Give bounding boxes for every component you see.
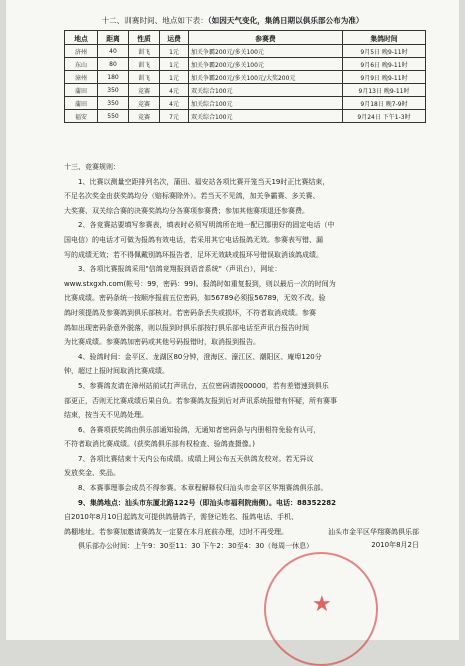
table-cell: 350: [98, 84, 129, 97]
official-seal: [264, 552, 378, 666]
rules-section: [64, 160, 428, 554]
col-header: 性质: [129, 31, 160, 45]
heading-note: （如因天气变化，集鸽日期以俱乐部公布为准）: [207, 16, 364, 25]
rule-line: 8、本赛事理事会成员不得参赛。本章程解释权归汕头市金平区华翔赛鸽俱乐部。: [78, 484, 328, 493]
rule-line: 6、各赛项获奖鸽由俱乐部通知验鸽，无通知者密码条与内册相符免验有认可，: [78, 425, 321, 434]
table-cell: 4元: [160, 84, 189, 97]
table-row: [65, 45, 426, 58]
rule-line: 鸽棚地址。若参赛加邀请赛鸽友一定要在本月底前办理，过时不再受理。: [64, 527, 288, 536]
rule-line: 1、比赛以测量空距排列名次，蒲田、福安站各项比赛开笼当天19时正比赛结束，: [78, 177, 330, 186]
table-cell: 竞赛: [129, 110, 160, 123]
rule-line: 自2010年8月10日起鸽友可提供鸽册鸽子，需登记姓名、报鸽电话、手机、: [64, 513, 299, 522]
schedule-table: [64, 30, 426, 123]
table-cell: 1元: [160, 71, 189, 84]
rule-line: 2、各竞赛站要填写参赛表，填表时必须写明鸽所在地一配已挪册好的固定电话（中: [78, 221, 335, 230]
table-cell: 9月5日 晚9-11时: [343, 45, 426, 58]
signature-org: 汕头市金平区华翔赛鸽俱乐部: [328, 528, 419, 536]
table-cell: 9月9日 晚9-11时: [343, 71, 426, 84]
table-cell: 1元: [160, 45, 189, 58]
rule-line: 国电信）的电话才可做为报鸽有效电话，若采用其它电话报鸽无效。参赛表写错、漏: [64, 235, 323, 244]
table-cell: 加关争霸200元/多关100元: [189, 58, 343, 71]
table-cell: 训飞: [129, 45, 160, 58]
rule-line: 3、各项比赛报鸽采用"信鸽竞翔报到语音系统"（声讯台），网址：: [78, 265, 282, 274]
table-cell: 550: [98, 110, 129, 123]
rule-line: 写的成绩无效；若不得佩戴别鸽环报告者，足环无效缺或报环号错误取消该鸽成绩。: [64, 250, 323, 259]
table-row: [65, 110, 426, 123]
table-cell: 加关争霸200元/多关100元: [189, 45, 343, 58]
rule-line: www.stxgxh.com(帐号：99，密码：99)。报鸽时如重复报到，则以最后一次的时间为: [64, 279, 336, 288]
col-header: 集鸽时间: [343, 31, 426, 45]
table-cell: 福安: [65, 110, 98, 123]
table-cell: 9月6日 晚9-11时: [343, 58, 426, 71]
heading-main: 十二、训赛时间、地点如下表：: [101, 16, 208, 25]
rule-line: 比赛成绩。密码条统一按顺序报前五位密码，如56789必须报56789，无效不改。验: [64, 294, 326, 303]
col-header: 参赛费: [189, 31, 343, 45]
table-cell: 7元: [160, 110, 189, 123]
col-header: 运费: [160, 31, 189, 45]
table-cell: 加关争霸200元/多关100元/大奖200元: [189, 71, 343, 84]
rule-line: 不符者取消比赛成绩。(获奖鸽俱乐部有权检查、验鸽查摄像。): [64, 440, 255, 449]
table-cell: 济州: [65, 45, 98, 58]
col-header: 地点: [65, 31, 98, 45]
rule-line: 为比赛成绩。参赛鸽加密码或其他号码报错时，取消报到报告。: [64, 338, 260, 347]
document-page: [6, 0, 459, 640]
table-cell: 350: [98, 97, 129, 110]
table-header-row: [65, 31, 426, 45]
table-cell: 9月13日 晚9-11时: [343, 84, 426, 97]
rule-line: 鸽如出现密码条意外脱落，则以报到时俱乐部按打俱乐部电话至声讯台报告时间: [64, 323, 309, 332]
rule-line: 4、验鸽时间：金平区、龙湖区80分钟，澄海区、濠江区、潮阳区、庵埠120分: [78, 352, 322, 361]
rule-line: 大奖赛、双关综合赛的决赛奖鸽均分各赛项参赛费；参加其他赛项退还参赛费。: [64, 206, 309, 215]
table-row: [65, 84, 426, 97]
table-cell: 4元: [160, 97, 189, 110]
signature-block: [328, 526, 419, 552]
table-cell: 加关综合100元: [189, 97, 343, 110]
table-cell: 竞赛: [129, 84, 160, 97]
table-row: [65, 58, 426, 71]
star-icon: ★: [312, 592, 332, 617]
section-heading: [6, 14, 459, 27]
table-row: [65, 97, 426, 110]
rule-line: 9、集鸽地点：汕头市东厦北路122号（即汕头市福利院南侧）。电话：88352282: [78, 498, 336, 507]
rules-title: 十三、竞赛规则：: [64, 163, 120, 171]
table-cell: 9月24日 下午1-3时: [343, 110, 426, 123]
rule-line: 5、参赛鸽友请在漳州站前试打声讯台，五位密码请按00000，若有差错速到俱乐: [78, 381, 329, 390]
table-cell: 180: [98, 71, 129, 84]
table-cell: 蒲田: [65, 84, 98, 97]
rule-line: 结束，按当天不见鸽处理。: [64, 411, 148, 420]
table-cell: 40: [98, 45, 129, 58]
rule-line: 钟，超过上报时间取消比赛成绩。: [64, 367, 169, 376]
table-cell: 80: [98, 58, 129, 71]
rule-line: 发放奖金、奖品。: [64, 469, 120, 478]
table-cell: 9月18日 晚7-9时: [343, 97, 426, 110]
table-cell: 训飞: [129, 58, 160, 71]
col-header: 距离: [98, 31, 129, 45]
signature-date: 2010年8月2日: [371, 541, 419, 549]
table-cell: 竞赛: [129, 97, 160, 110]
table-cell: 双关综合100元: [189, 84, 343, 97]
rule-line: 鸽时须提鸽及参赛鸽到俱乐部核对。若密码条丢失或损坏，不符者取消成绩。参赛: [64, 308, 316, 317]
table-cell: 双关综合100元: [189, 110, 343, 123]
rule-line: 部更正，否则无比赛成绩后果自负。若参赛鸽友报到后对声讯系统报错有怀疑，所有赛事: [64, 396, 337, 405]
table-cell: 东山: [65, 58, 98, 71]
table-row: [65, 71, 426, 84]
table-cell: 1元: [160, 58, 189, 71]
table-cell: 蒲田: [65, 97, 98, 110]
rule-line: 不足名次奖金由获奖鸽均分（赔标赛除外）。若当天不见鸽，加关争霸赛、多关赛、: [64, 192, 320, 201]
table-cell: 漳州: [65, 71, 98, 84]
rule-line: 7、各项比赛结束十天内公布成绩。成绩上网公布五天供鸽友校对。若无异议: [78, 454, 314, 463]
office-hours: 俱乐部办公时间：上午9：30至11：30 下午2：30至4：30（每周一休息）: [78, 542, 314, 551]
table-cell: 训飞: [129, 71, 160, 84]
